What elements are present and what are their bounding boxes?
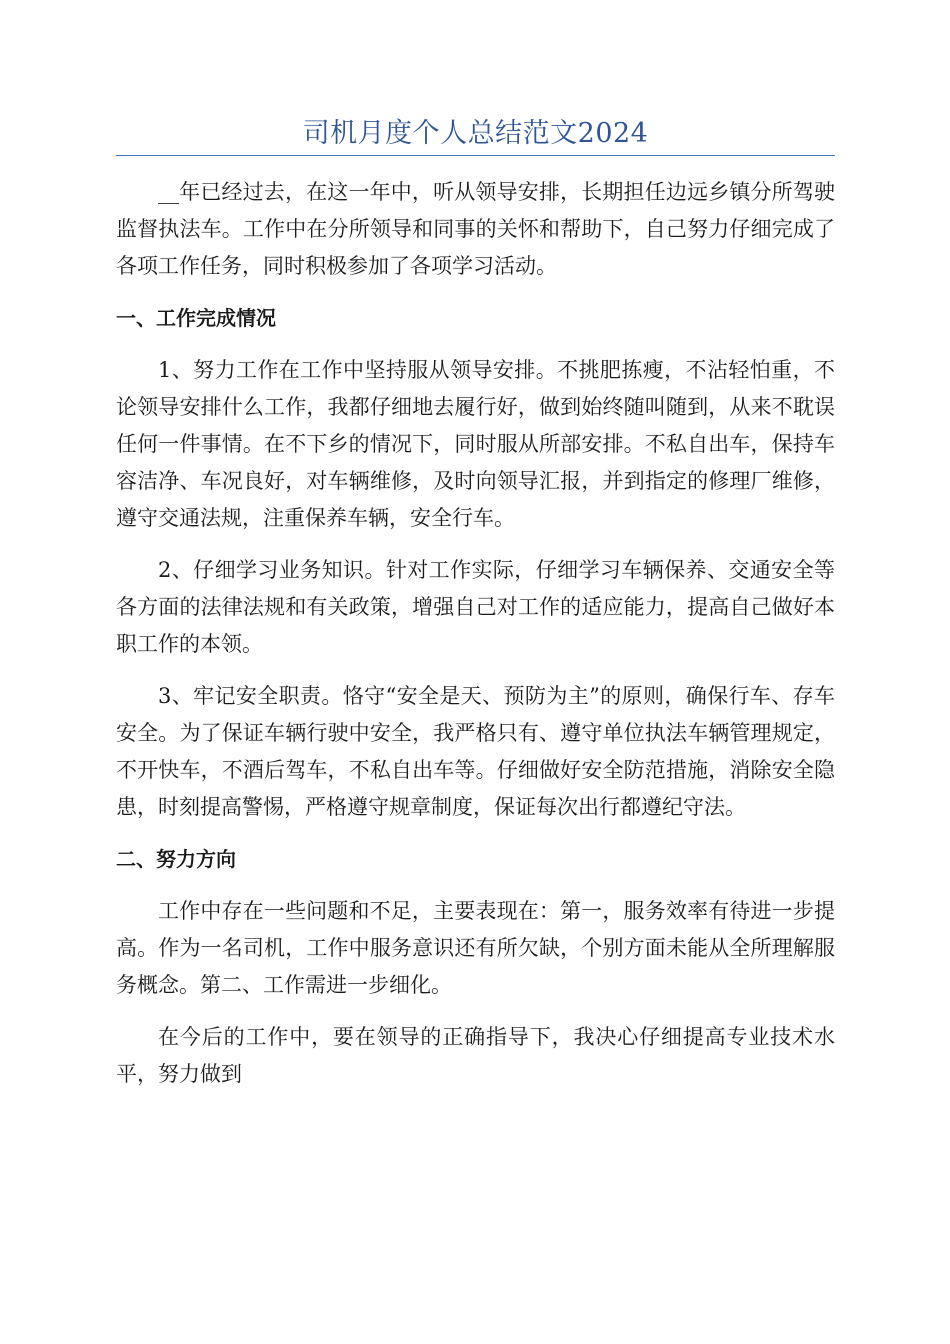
section-heading-work-completion: 一、工作完成情况 <box>116 306 276 330</box>
work-item-1: 1、努力工作在工作中坚持服从领导安排。不挑肥拣瘦，不沾轻怕重，不论领导安排什么工作，我都仔细地去履行好，做到始终随叫随到，从来不耽误任何一件事情。在不下乡的情况下，同时服从所部安排。不私自出车，保持车容洁净、车况良好，对车辆维修，及时向领导汇报，并到指定的修理厂维修，遵守交通法规，注重保养车辆，安全行车。 <box>116 358 835 530</box>
work-item-3: 3、牢记安全职责。恪守“安全是天、预防为主”的原则，确保行车、存车安全。为了保证车辆行驶中安全，我严格只有、遵守单位执法车辆管理规定，不开快车，不酒后驾车，不私自出车等。仔细做好安全防范措施，消除安全隐患，时刻提高警惕，严格遵守规章制度，保证每次出行都遵纪守法。 <box>116 684 835 819</box>
document-page <box>116 0 835 1093</box>
work-item-2: 2、仔细学习业务知识。针对工作实际，仔细学习车辆保养、交通安全等各方面的法律法规和有关政策，增强自己对工作的适应能力，提高自己做好本职工作的本领。 <box>116 558 835 656</box>
direction-paragraph-1: 工作中存在一些问题和不足，主要表现在：第一，服务效率有待进一步提高。作为一名司机，工作中服务意识还有所欠缺，个别方面未能从全所理解服务概念。第二、工作需进一步细化。 <box>116 899 835 997</box>
intro-paragraph: __年已经过去，在这一年中，听从领导安排，长期担任边远乡镇分所驾驶监督执法车。工作中在分所领导和同事的关怀和帮助下，自己努力仔细完成了各项工作任务，同时积极参加了各项学习活动。 <box>116 180 835 278</box>
document-title: 司机月度个人总结范文2024 <box>302 118 649 149</box>
direction-paragraph-2: 在今后的工作中，要在领导的正确指导下，我决心仔细提高专业技术水平，努力做到 <box>116 1025 835 1086</box>
section-heading-direction: 二、努力方向 <box>116 847 236 871</box>
